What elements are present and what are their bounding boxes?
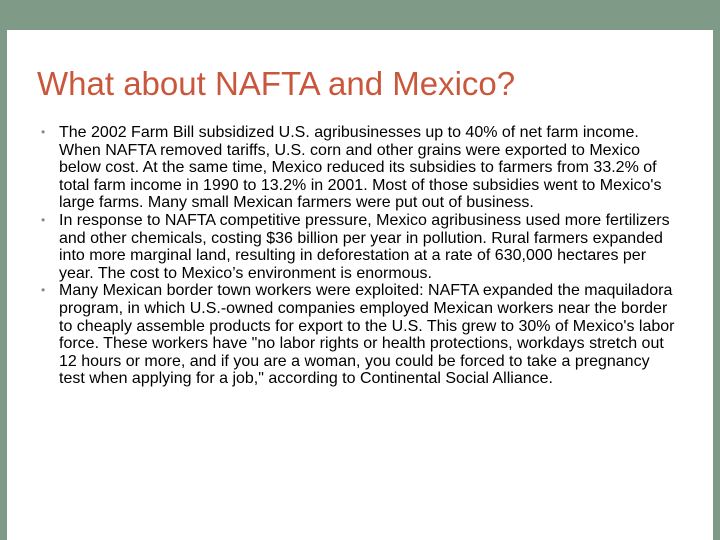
slide-title: What about NAFTA and Mexico? [37, 65, 516, 102]
bullet-list [39, 124, 679, 388]
bullet-icon: • [41, 212, 46, 227]
bullet-text: The 2002 Farm Bill subsidized U.S. agribusinesses up to 40% of net farm income. When NAFTA removed tariffs, U.S. corn and other grains were exported to Mexico below cost. At the same time, Mexico reduced its subsidies to farmers from 33.2% of total farm income in 1990 to 13.2% in 2001. Most of those subsidies went to Mexico's large farms. Many small Mexican farmers were put out of business. [59, 124, 662, 212]
bullet-item-farm-bill [39, 124, 679, 212]
top-band [0, 0, 720, 30]
bullet-item-workers [39, 282, 679, 388]
bullet-icon: • [41, 125, 46, 139]
bullet-item-environment [39, 212, 679, 282]
bullet-text: Many Mexican border town workers were exploited: NAFTA expanded the maquiladora program, in which U.S.-owned companies employed Mexican workers near the border to cheaply assemble products for export to the U.S. This grew to 30% of Mexico's labor force. These workers have "no labor rights or health protections, workdays stretch out 12 hours or more, and if you are a woman, you could be forced to take a pregnancy test when applying for a job," according to Continental Social Alliance. [59, 282, 675, 388]
slide [7, 30, 713, 540]
bullet-icon: • [41, 283, 46, 298]
bullet-text: In response to NAFTA competitive pressure, Mexico agribusiness used more fertilizers and other chemicals, costing $36 billion per year in pollution. Rural farmers expanded into more marginal land, resulting in deforestation at a rate of 630,000 hectares per year. The cost to Mexico’s environment is enormous. [59, 211, 670, 282]
